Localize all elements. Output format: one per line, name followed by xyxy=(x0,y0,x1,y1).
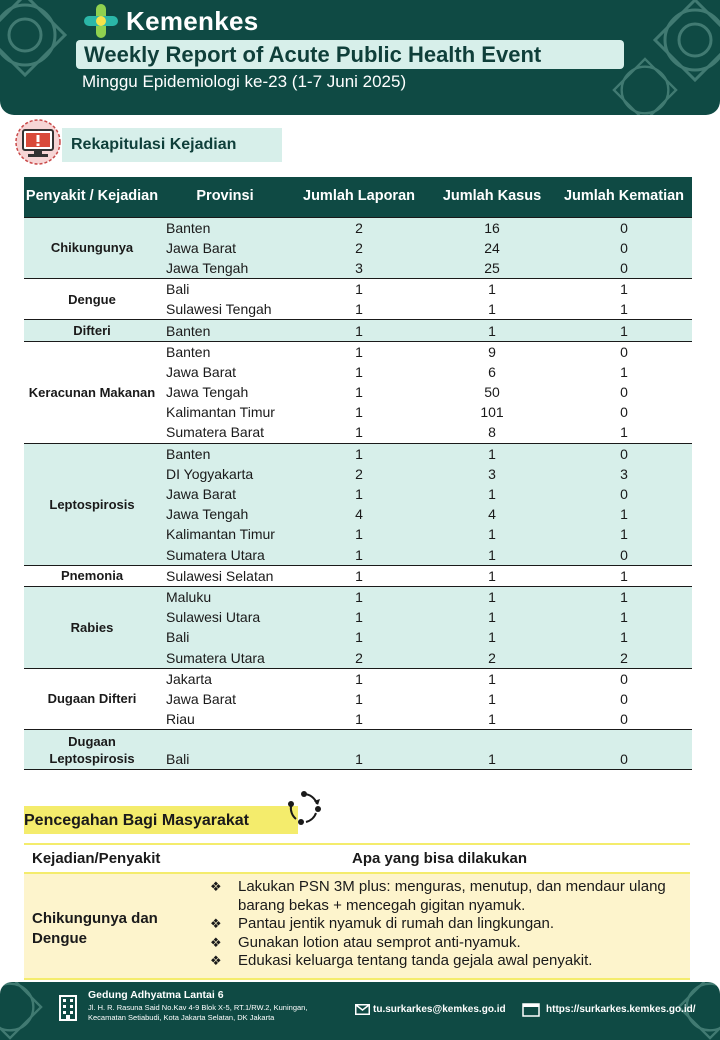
table-row xyxy=(24,730,692,770)
deaths-cell: 1 xyxy=(556,504,692,524)
deaths-cell: 1 xyxy=(556,279,692,300)
cases-cell: 1 xyxy=(428,689,556,709)
reports-cell: 1 xyxy=(290,279,428,300)
deaths-cell: 0 xyxy=(556,238,692,258)
col-header-cases: Jumlah Kasus xyxy=(442,188,542,205)
cases-cell: 8 xyxy=(428,422,556,443)
reports-cell: 1 xyxy=(290,382,428,402)
deaths-cell: 1 xyxy=(556,362,692,382)
prevention-table-header xyxy=(24,843,690,874)
header-banner xyxy=(0,0,720,115)
browser-window-icon xyxy=(522,1003,540,1017)
cases-cell: 9 xyxy=(428,341,556,362)
prevention-row xyxy=(24,874,690,980)
cases-cell: 1 xyxy=(428,607,556,627)
deaths-cell: 0 xyxy=(556,668,692,689)
reports-cell: 3 xyxy=(290,258,428,279)
diamond-bullet-icon: ❖ xyxy=(210,916,222,931)
cases-cell: 50 xyxy=(428,382,556,402)
reports-cell: 1 xyxy=(290,484,428,504)
reports-cell: 4 xyxy=(290,504,428,524)
reports-cell: 1 xyxy=(290,422,428,443)
website-link[interactable]: https://surkarkes.kemkes.go.id/ xyxy=(546,1004,696,1015)
province-cell: Sumatera Barat xyxy=(160,422,290,443)
cases-cell: 1 xyxy=(428,299,556,320)
list-item-text: Gunakan lotion atau semprot anti-nyamuk. xyxy=(238,933,521,951)
list-item-text: Lakukan PSN 3M plus: menguras, menutup, dan mendaur ulang barang bekas + mencegah gigitan nyamuk. xyxy=(238,878,666,914)
reports-cell: 1 xyxy=(290,341,428,362)
reports-cell: 2 xyxy=(290,217,428,238)
list-item xyxy=(210,915,680,934)
deaths-cell: 1 xyxy=(556,586,692,607)
address-text: Jl. H. R. Rasuna Said No.Kav 4-9 Blok X-5, RT.1/RW.2, Kuningan, Kecamatan Setiabudi, Kota Jakarta Selatan, DK Jakarta xyxy=(88,1003,308,1022)
col-header-action: Apa yang bisa dilakukan xyxy=(352,850,528,867)
disease-name: Keracunan Makanan xyxy=(24,341,160,443)
reports-cell: 2 xyxy=(290,238,428,258)
cases-cell: 1 xyxy=(428,484,556,504)
disease-group-chikungunya xyxy=(24,217,692,279)
province-cell: Jawa Barat xyxy=(160,484,290,504)
list-item xyxy=(210,952,680,971)
deaths-cell: 3 xyxy=(556,464,692,484)
kemenkes-logo xyxy=(82,2,258,40)
disease-group-pnemonia xyxy=(24,565,692,586)
reports-cell: 1 xyxy=(290,709,428,730)
deaths-cell: 1 xyxy=(556,422,692,443)
reports-cell: 1 xyxy=(290,565,428,586)
cases-cell: 1 xyxy=(428,524,556,544)
deaths-cell: 0 xyxy=(556,689,692,709)
prevention-table xyxy=(24,843,690,980)
province-cell: Jawa Tengah xyxy=(160,382,290,402)
province-cell: Riau xyxy=(160,709,290,730)
cases-cell: 24 xyxy=(428,238,556,258)
disease-group-dugaan-difteri xyxy=(24,668,692,730)
reports-cell: 1 xyxy=(290,627,428,647)
reports-cell: 2 xyxy=(290,647,428,668)
deaths-cell: 1 xyxy=(556,320,692,341)
province-cell: Jawa Tengah xyxy=(160,504,290,524)
disease-name: Rabies xyxy=(24,586,160,668)
deaths-cell: 0 xyxy=(556,217,692,238)
disease-group-difteri xyxy=(24,320,692,341)
cases-cell: 6 xyxy=(428,362,556,382)
reports-cell: 1 xyxy=(290,545,428,566)
ornament-pattern-icon xyxy=(0,0,70,80)
cases-cell: 1 xyxy=(428,627,556,647)
email-link[interactable]: tu.surkarkes@kemkes.go.id xyxy=(373,1004,506,1015)
deaths-cell: 1 xyxy=(556,299,692,320)
address-title: Gedung Adhyatma Lantai 6 xyxy=(88,989,224,1001)
province-cell: Jawa Barat xyxy=(160,362,290,382)
cases-cell: 1 xyxy=(428,565,556,586)
province-cell: Sulawesi Selatan xyxy=(160,565,290,586)
province-cell: Banten xyxy=(160,341,290,362)
list-item xyxy=(210,934,680,953)
cases-cell: 2 xyxy=(428,647,556,668)
table-row xyxy=(24,279,692,300)
reports-cell: 1 xyxy=(290,362,428,382)
disease-name: Chikungunya xyxy=(24,217,160,279)
deaths-cell: 2 xyxy=(556,647,692,668)
recap-table-header xyxy=(24,177,692,217)
report-subtitle: Minggu Epidemiologi ke-23 (1-7 Juni 2025) xyxy=(82,72,407,91)
reports-cell: 1 xyxy=(290,299,428,320)
disease-name: Dengue xyxy=(24,279,160,320)
recap-table xyxy=(24,177,692,770)
province-cell: Banten xyxy=(160,217,290,238)
mail-icon xyxy=(355,1004,370,1015)
deaths-cell: 0 xyxy=(556,341,692,362)
reports-cell: 1 xyxy=(290,730,428,770)
table-row xyxy=(24,668,692,689)
deaths-cell: 0 xyxy=(556,545,692,566)
disease-group-keracunan-makanan xyxy=(24,341,692,443)
reports-cell: 1 xyxy=(290,607,428,627)
province-cell: Banten xyxy=(160,443,290,464)
province-cell: Sulawesi Tengah xyxy=(160,299,290,320)
title-bar xyxy=(76,40,624,69)
deaths-cell: 0 xyxy=(556,258,692,279)
cases-cell: 1 xyxy=(428,320,556,341)
reports-cell: 1 xyxy=(290,586,428,607)
reports-cell: 1 xyxy=(290,443,428,464)
col-header-disease: Penyakit / Kejadian xyxy=(25,188,159,205)
province-cell: Sumatera Utara xyxy=(160,647,290,668)
table-row xyxy=(24,217,692,238)
reports-cell: 1 xyxy=(290,402,428,422)
cases-cell: 1 xyxy=(428,443,556,464)
cases-cell: 16 xyxy=(428,217,556,238)
table-row xyxy=(24,565,692,586)
list-item-text: Pantau jentik nyamuk di rumah dan lingkungan. xyxy=(238,915,555,932)
prevention-heading-text: Pencegahan Bagi Masyarakat xyxy=(24,812,249,829)
reports-cell: 1 xyxy=(290,524,428,544)
cases-cell: 3 xyxy=(428,464,556,484)
cases-cell: 1 xyxy=(428,730,556,770)
col-header-province: Provinsi xyxy=(196,188,254,205)
disease-name: Pnemonia xyxy=(24,565,160,586)
province-cell: Jawa Barat xyxy=(160,238,290,258)
report-title: Weekly Report of Acute Public Health Event xyxy=(84,42,542,67)
recap-section-heading xyxy=(62,128,282,162)
cases-cell: 1 xyxy=(428,709,556,730)
province-cell: Bali xyxy=(160,730,290,770)
col-header-event: Kejadian/Penyakit xyxy=(32,850,161,867)
cases-cell: 1 xyxy=(428,586,556,607)
table-row xyxy=(24,586,692,607)
cases-cell: 4 xyxy=(428,504,556,524)
kemenkes-logo-icon xyxy=(82,2,120,40)
province-cell: Maluku xyxy=(160,586,290,607)
deaths-cell: 1 xyxy=(556,607,692,627)
diamond-bullet-icon: ❖ xyxy=(210,953,222,968)
disease-group-dengue xyxy=(24,279,692,320)
province-cell: Bali xyxy=(160,279,290,300)
province-cell: Jawa Barat xyxy=(160,689,290,709)
disease-name: Dugaan Leptospirosis xyxy=(24,730,160,770)
cycle-arrows-icon xyxy=(284,788,324,828)
disease-group-leptospirosis xyxy=(24,443,692,565)
prevention-disease: Chikungunya dan Dengue xyxy=(32,910,158,947)
deaths-cell: 0 xyxy=(556,730,692,770)
province-cell: Jawa Tengah xyxy=(160,258,290,279)
disease-group-rabies xyxy=(24,586,692,668)
province-cell: Sumatera Utara xyxy=(160,545,290,566)
alert-monitor-icon xyxy=(12,118,64,170)
ornament-pattern-icon xyxy=(0,982,45,1040)
province-cell: Jakarta xyxy=(160,668,290,689)
deaths-cell: 0 xyxy=(556,402,692,422)
recap-heading-text: Rekapitulasi Kejadian xyxy=(71,136,237,153)
diamond-bullet-icon: ❖ xyxy=(210,934,222,950)
cases-cell: 1 xyxy=(428,668,556,689)
prevention-section-heading xyxy=(24,806,298,834)
cases-cell: 1 xyxy=(428,545,556,566)
prevention-list xyxy=(210,878,680,971)
diamond-bullet-icon: ❖ xyxy=(210,879,222,894)
reports-cell: 1 xyxy=(290,689,428,709)
deaths-cell: 0 xyxy=(556,443,692,464)
table-row xyxy=(24,341,692,362)
deaths-cell: 0 xyxy=(556,382,692,402)
deaths-cell: 0 xyxy=(556,484,692,504)
province-cell: DI Yogyakarta xyxy=(160,464,290,484)
footer xyxy=(0,982,720,1040)
disease-name: Dugaan Difteri xyxy=(24,668,160,730)
province-cell: Kalimantan Timur xyxy=(160,524,290,544)
col-header-reports: Jumlah Laporan xyxy=(303,188,415,205)
deaths-cell: 1 xyxy=(556,524,692,544)
deaths-cell: 0 xyxy=(556,709,692,730)
deaths-cell: 1 xyxy=(556,627,692,647)
reports-cell: 2 xyxy=(290,464,428,484)
province-cell: Bali xyxy=(160,627,290,647)
building-icon xyxy=(58,994,78,1022)
reports-cell: 1 xyxy=(290,668,428,689)
deaths-cell: 1 xyxy=(556,565,692,586)
cases-cell: 25 xyxy=(428,258,556,279)
list-item-text: Edukasi keluarga tentang tanda gejala awal penyakit. xyxy=(238,952,593,969)
disease-name: Leptospirosis xyxy=(24,443,160,565)
province-cell: Sulawesi Utara xyxy=(160,607,290,627)
province-cell: Banten xyxy=(160,320,290,341)
province-cell: Kalimantan Timur xyxy=(160,402,290,422)
col-header-deaths: Jumlah Kematian xyxy=(563,188,685,205)
table-row xyxy=(24,443,692,464)
disease-group-dugaan-leptospirosis xyxy=(24,730,692,770)
cases-cell: 101 xyxy=(428,402,556,422)
reports-cell: 1 xyxy=(290,320,428,341)
brand-name: Kemenkes xyxy=(126,5,259,36)
disease-name: Difteri xyxy=(24,320,160,341)
table-row xyxy=(24,320,692,341)
cases-cell: 1 xyxy=(428,279,556,300)
list-item xyxy=(210,878,680,915)
